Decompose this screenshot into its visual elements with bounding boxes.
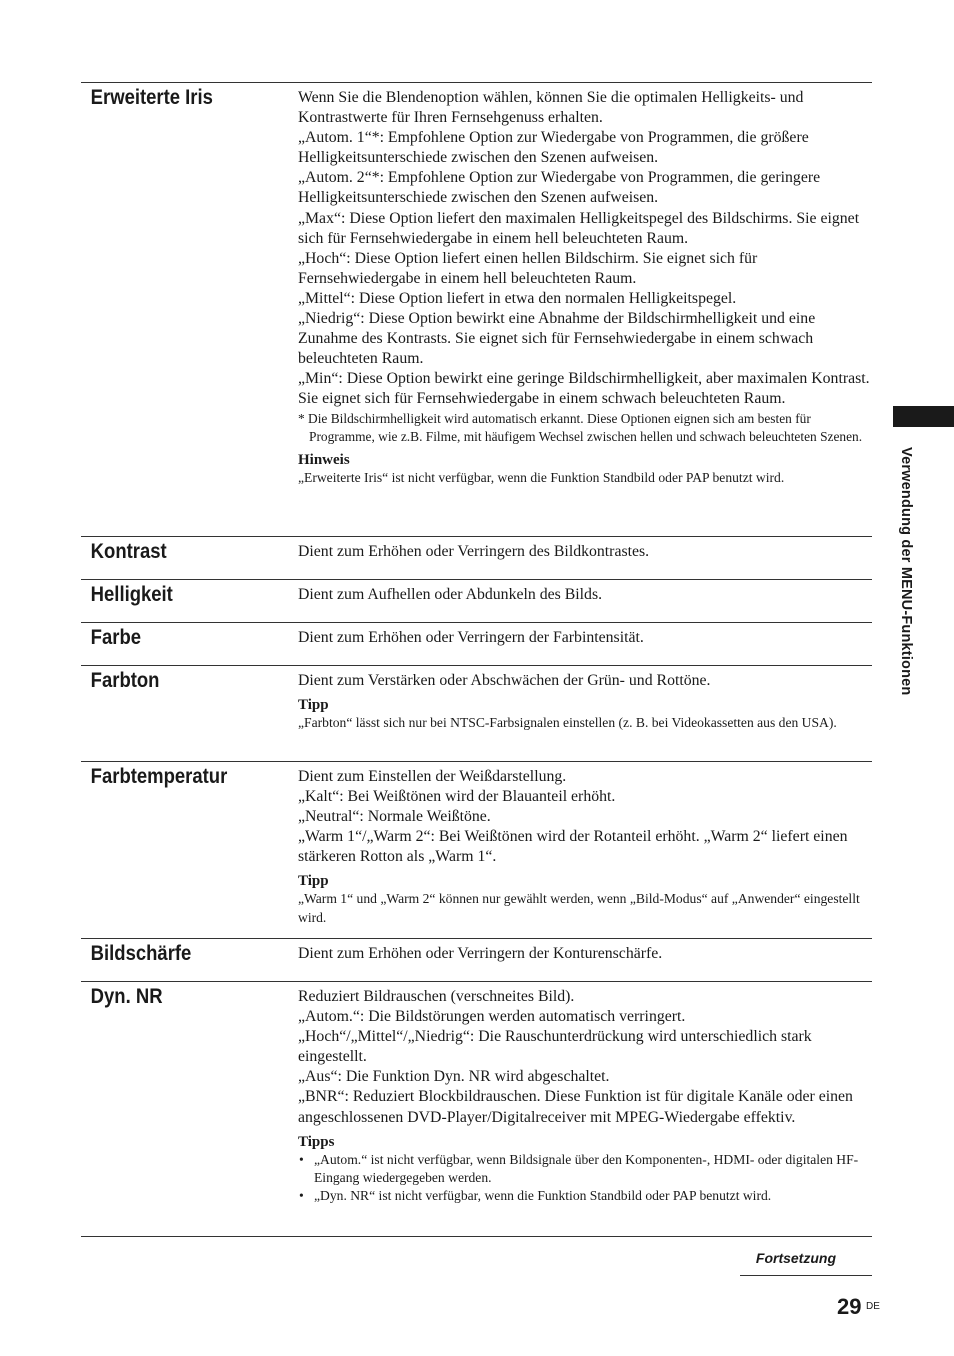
setting-row-kontrast [81, 536, 872, 579]
note-text: „Erweiterte Iris“ ist nicht verfügbar, wenn die Funktion Standbild oder PAP benutzt wird. [298, 470, 785, 486]
setting-description [298, 982, 872, 1236]
note-heading: Tipp [298, 697, 329, 714]
setting-row-farbe [81, 622, 872, 665]
description-text: „Mittel“: Diese Option liefert in etwa den normalen Helligkeitspegel. [298, 289, 737, 307]
setting-description [298, 623, 872, 665]
description-text: „Max“: Diese Option liefert den maximalen Helligkeitspegel des Bildschirms. Sie eignet sich für Fernsehwiedergabe in einem hell beleuchteten Raum. [298, 209, 860, 247]
page-language-suffix: DE [866, 1301, 880, 1312]
note-heading: Tipps [298, 1133, 335, 1150]
description-text: Dient zum Erhöhen oder Verringern des Bildkontrastes. [298, 543, 650, 560]
setting-row-erweiterte-iris [81, 83, 872, 536]
setting-row-helligkeit [81, 579, 872, 622]
description-text: „Kalt“: Bei Weißtönen wird der Blauanteil erhöht. [298, 788, 616, 806]
description-text: „Aus“: Die Funktion Dyn. NR wird abgeschaltet. [298, 1068, 610, 1086]
description-text: „Autom.“: Die Bildstörungen werden automatisch verringert. [298, 1008, 686, 1026]
setting-term: Bildschärfe [90, 942, 192, 965]
setting-term: Erweiterte Iris [90, 86, 213, 109]
setting-row-dyn-nr [81, 981, 872, 1236]
setting-description [298, 83, 872, 536]
setting-term: Dyn. NR [90, 985, 163, 1008]
note-text: „Farbton“ lässt sich nur bei NTSC-Farbsignalen einstellen (z. B. bei Videokassetten aus den USA). [298, 715, 837, 731]
description-text: Dient zum Einstellen der Weißdarstellung. [298, 768, 567, 785]
note-heading: Tipp [298, 873, 329, 890]
setting-term: Kontrast [90, 540, 167, 563]
note-text: „Warm 1“ und „Warm 2“ können nur gewählt werden, wenn „Bild-Modus“ auf „Anwender“ eingestellt wird. [298, 891, 860, 925]
footnote: * Die Bildschirmhelligkeit wird automatisch erkannt. Diese Optionen eignen sich am besten für Programme, wie z.B. Filme, mit häufigem Wechsel zwischen hellen und schwach beleuchteten Szenen. [298, 410, 863, 444]
description-text: „Niedrig“: Diese Option bewirkt eine Abnahme der Bildschirmhelligkeit und eine Zunahme des Kontrasts. Sie eignet sich für Fernsehwiedergabe in einem schwach beleuchteten Raum. [298, 310, 816, 368]
description-text: Wenn Sie die Blendenoption wählen, können Sie die optimalen Helligkeits- und Kontrastwerte für Ihren Fernsehgenuss erhalten. [298, 89, 804, 127]
description-text: „Hoch“/„Mittel“/„Niedrig“: Die Rauschunterdrückung wird unterschiedlich stark eingestellt. [298, 1028, 812, 1066]
chapter-side-label: Verwendung der MENU-Funktionen [898, 447, 914, 696]
setting-row-farbtemperatur [81, 761, 872, 938]
setting-description [298, 666, 872, 761]
setting-description [298, 580, 872, 622]
setting-term: Farbtemperatur [90, 765, 228, 788]
description-text: Dient zum Erhöhen oder Verringern der Konturenschärfe. [298, 945, 663, 962]
setting-row-bildschaerfe [81, 938, 872, 981]
setting-description [298, 939, 872, 981]
setting-description [298, 537, 872, 579]
tip-item: • „Autom.“ ist nicht verfügbar, wenn Bildsignale über den Komponenten-, HDMI- oder digitalen HF-Eingang wiedergegeben werden. [298, 1151, 872, 1188]
chapter-tab-marker [893, 406, 954, 427]
continued-label: Fortsetzung [740, 1249, 872, 1276]
description-text: „Autom. 2“*: Empfohlene Option zur Wiedergabe von Programmen, die geringere Helligkeitsunterschiede zwischen den Szenen aufweisen. [298, 169, 821, 207]
note-heading: Hinweis [298, 452, 350, 469]
description-text: „Warm 1“/„Warm 2“: Bei Weißtönen wird der Rotanteil erhöht. „Warm 2“ liefert einen stärkeren Rotton als „Warm 1“. [298, 828, 848, 866]
tips-list [298, 1151, 872, 1206]
description-text: Dient zum Verstärken oder Abschwächen der Grün- und Rottöne. [298, 672, 711, 689]
page-number: 29 [837, 1294, 862, 1319]
description-text: „Hoch“: Diese Option liefert einen hellen Bildschirm. Sie eignet sich für Fernsehwiedergabe in einem hell beleuchteten Raum. [298, 249, 758, 287]
description-text: „Neutral“: Normale Weißtöne. [298, 808, 491, 826]
description-text: Dient zum Aufhellen oder Abdunkeln des Bilds. [298, 586, 603, 603]
tip-item: • „Dyn. NR“ ist nicht verfügbar, wenn die Funktion Standbild oder PAP benutzt wird. [298, 1187, 872, 1205]
setting-term: Helligkeit [90, 583, 173, 606]
description-text: Reduziert Bildrauschen (verschneites Bild). [298, 988, 575, 1005]
description-text: „Autom. 1“*: Empfohlene Option zur Wiedergabe von Programmen, die größere Helligkeitsunterschiede zwischen den Szenen aufweisen. [298, 129, 809, 167]
setting-row-farbton [81, 665, 872, 761]
setting-term: Farbton [90, 669, 160, 692]
description-text: Dient zum Erhöhen oder Verringern der Farbintensität. [298, 629, 644, 646]
description-text: „Min“: Diese Option bewirkt eine geringe Bildschirmhelligkeit, aber maximalen Kontrast. Sie eignet sich für Fernsehwiedergabe in einem schwach beleuchteten Raum. [298, 370, 870, 408]
description-text: „BNR“: Reduziert Blockbildrauschen. Diese Funktion ist für digitale Kanäle oder einen angeschlossenen DVD-Player/Digitalreceiver mit MPEG-Wiedergabe effektiv. [298, 1088, 853, 1126]
setting-term: Farbe [90, 626, 142, 649]
setting-description [298, 762, 872, 938]
settings-table [81, 82, 872, 1237]
